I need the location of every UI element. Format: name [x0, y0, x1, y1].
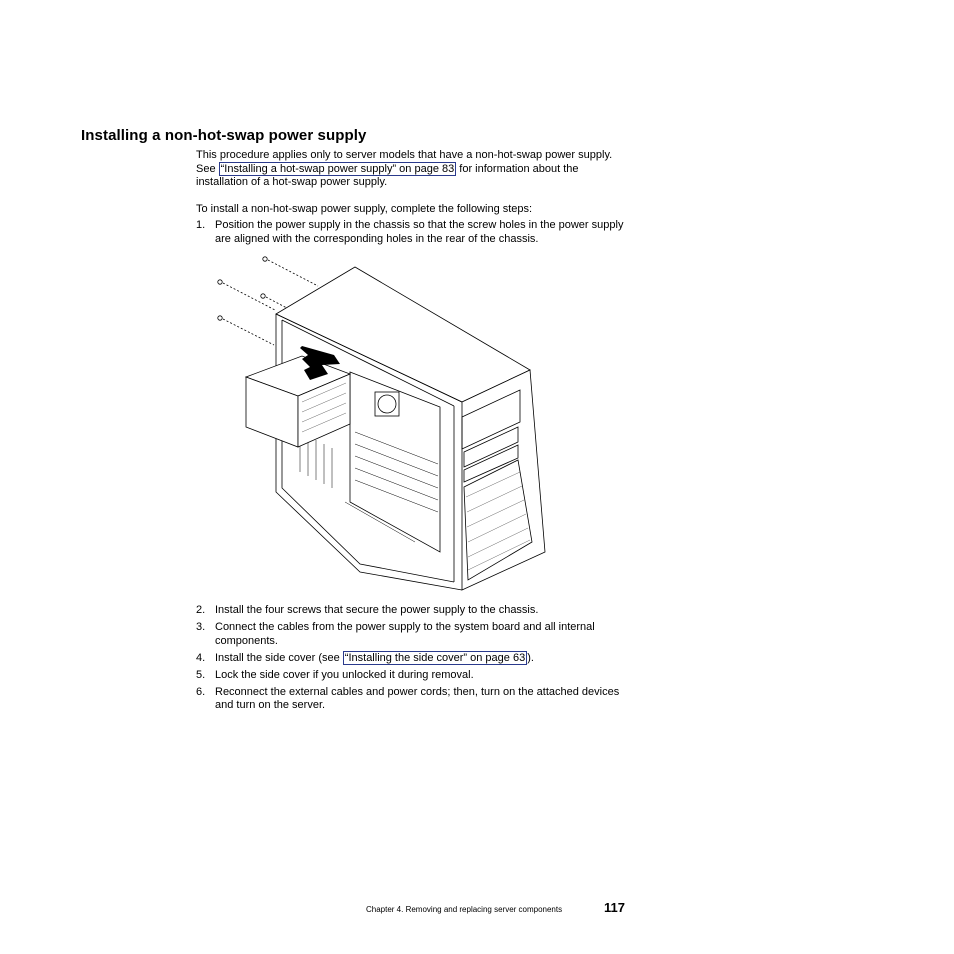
step-number: 4. — [196, 651, 206, 664]
step-number: 6. — [196, 685, 206, 698]
step-item — [196, 652, 626, 666]
step-text: Lock the side cover if you unlocked it during removal. — [215, 668, 474, 681]
step-number: 5. — [196, 668, 206, 681]
step-item — [196, 604, 626, 618]
step-item — [196, 669, 626, 683]
intro-text-before: This procedure applies only to server models that have a non-hot-swap power supply. See — [196, 149, 613, 175]
step-number: 3. — [196, 621, 206, 633]
step-number: 2. — [196, 604, 206, 616]
step-list-start — [196, 219, 626, 250]
intro-paragraph — [196, 149, 626, 190]
step-item — [196, 686, 626, 713]
step-text-before: Install the side cover (see — [215, 651, 343, 664]
chassis-front — [462, 370, 545, 590]
side-cover-link[interactable]: “Installing the side cover” on page 63 — [344, 651, 526, 664]
step-item — [196, 219, 626, 246]
footer-chapter: Chapter 4. Removing and replacing server components — [366, 905, 563, 914]
step-text: Install the four screws that secure the power supply to the chassis. — [215, 604, 539, 616]
section-heading: Installing a non-hot-swap power supply — [81, 127, 367, 144]
page-number: 117 — [604, 900, 625, 915]
step-list-continued — [196, 604, 626, 716]
lead-paragraph: To install a non-hot-swap power supply, complete the following steps: — [196, 203, 533, 215]
hot-swap-power-supply-link[interactable]: “Installing a hot-swap power supply” on page 83 — [220, 162, 455, 175]
step-text: Position the power supply in the chassis so that the screw holes in the power supply are aligned with the corresponding holes in the rear of the chassis. — [215, 219, 624, 245]
step-item — [196, 621, 626, 648]
step-text-after: ). — [527, 651, 534, 664]
step-text: Connect the cables from the power supply to the system board and all internal components. — [215, 621, 595, 647]
step-number: 1. — [196, 219, 206, 231]
intro-text-after: for information about the installation of a hot-swap power supply. — [196, 162, 579, 188]
step-text: Reconnect the external cables and power cords; then, turn on the attached devices and turn on the server. — [215, 685, 620, 711]
power-supply-installation-illustration — [210, 252, 555, 592]
